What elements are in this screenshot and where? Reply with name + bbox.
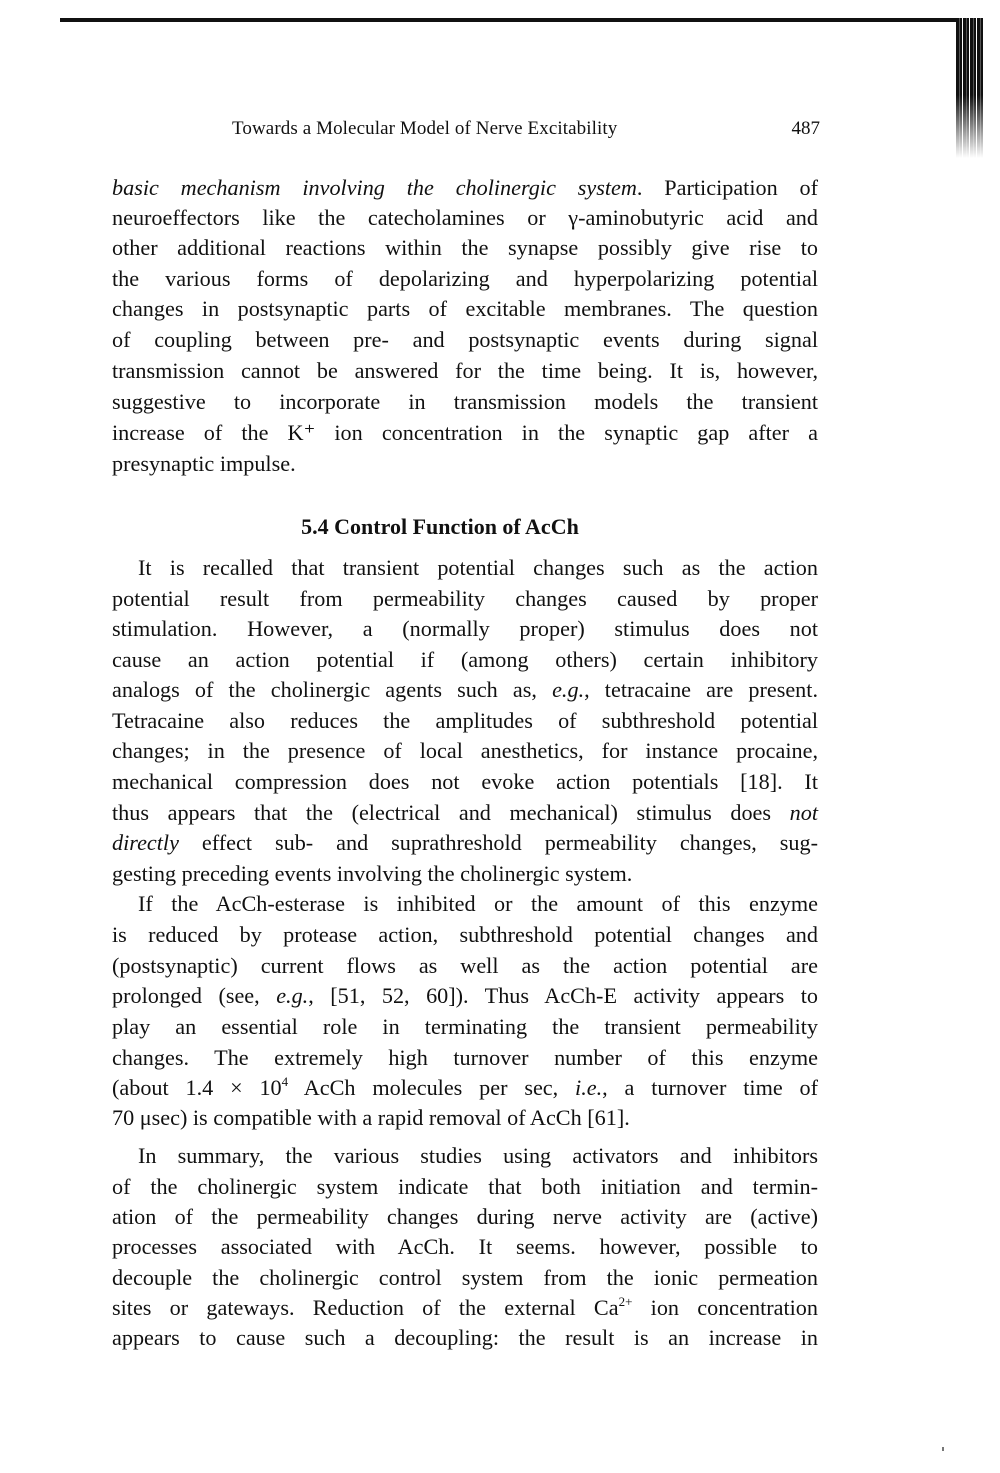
text-span: sites or gateways. Reduction of the external Ca [112,1295,619,1320]
text-line: changes. The extremely high turnover number of this enzyme [112,1045,818,1070]
text-span: (about 1.4 × 10 [112,1075,282,1100]
text-line: mechanical compression does not evoke action potentials [18]. It [112,769,818,794]
text-line: suggestive to incorporate in transmission models the transient [112,389,818,414]
text-span: analogs of the cholinergic agents such as, [112,677,553,702]
running-title: Towards a Molecular Model of Nerve Excitability [232,118,618,139]
text-line: (postsynaptic) current flows as well as the action potential are [112,953,818,978]
text-line: processes associated with AcCh. It seems. however, possible to [112,1234,818,1259]
text-span: , a turnover time of [602,1075,818,1100]
italic-phrase: not [789,800,818,825]
italic-phrase: directly [112,830,179,855]
italic-phrase: basic mechanism involving the cholinergic system [112,175,637,200]
text-line: potential result from permeability changes caused by proper [112,586,818,611]
text-line: It is recalled that transient potential changes such as the action [138,555,818,580]
text-line: neuroeffectors like the catecholamines or γ-aminobutyric acid and [112,205,818,230]
text-line [112,830,818,856]
text-line: ation of the permeability changes during nerve activity are (active) [112,1204,818,1229]
text-span: AcCh molecules per sec, [288,1075,576,1100]
text-line [112,1075,818,1101]
text-line [112,1295,818,1321]
text-line: play an essential role in terminating the transient permeability [112,1014,818,1039]
text-line: gesting preceding events involving the cholinergic system. [112,861,633,886]
superscript: 4 [281,1074,289,1089]
text-line: of the cholinergic system indicate that both initiation and termin- [112,1174,818,1199]
text-line: Tetracaine also reduces the amplitudes of subthreshold potential [112,708,818,733]
text-line [112,800,818,826]
text-span: thus appears that the (electrical and mechanical) stimulus does [112,800,790,825]
italic-phrase: e.g. [552,677,585,702]
text-span: , [51, 52, 60]). Thus AcCh-E activity appears to [308,983,818,1008]
section-number: 5.4 [301,514,329,539]
text-span: effect sub- and suprathreshold permeability changes, sug- [178,830,818,855]
text-line: cause an action potential if (among others) certain inhibitory [112,647,818,672]
italic-phrase: i.e. [575,1075,603,1100]
text-line: appears to cause such a decoupling: the result is an increase in [112,1325,818,1350]
text-line: is reduced by protease action, subthreshold potential changes and [112,922,818,947]
scan-edge-artifact [956,18,984,158]
text-span: prolonged (see, [112,983,277,1008]
italic-phrase: e.g. [276,983,309,1008]
superscript: 2+ [618,1294,633,1309]
text-span: . Participation of [636,175,819,200]
text-line [112,175,818,201]
section-title: Control Function of AcCh [334,514,579,539]
text-line: transmission cannot be answered for the time being. It is, however, [112,358,818,383]
text-line: presynaptic impulse. [112,451,296,476]
text-line: stimulation. However, a (normally proper) stimulus does not [112,616,818,641]
text-line: increase of the K⁺ ion concentration in the synaptic gap after a [112,420,818,445]
page-number: 487 [791,118,820,139]
text-line: decouple the cholinergic control system from the ionic permeation [112,1265,818,1290]
text-span: ion concentration [632,1295,818,1320]
text-line [112,983,818,1009]
scan-top-border [60,18,982,22]
text-line: the various forms of depolarizing and hyperpolarizing potential [112,266,818,291]
text-line: of coupling between pre- and postsynaptic events during signal [112,327,818,352]
text-line: other additional reactions within the synapse possibly give rise to [112,235,818,260]
text-line: In summary, the various studies using activators and inhibitors [138,1143,818,1168]
text-line: changes in postsynaptic parts of excitable membranes. The question [112,296,818,321]
text-line: changes; in the presence of local anesthetics, for instance procaine, [112,738,818,763]
section-heading [0,514,1000,540]
text-line: If the AcCh-esterase is inhibited or the amount of this enzyme [138,891,818,916]
text-line [112,677,818,703]
scan-speck [942,1447,944,1451]
text-span: , tetracaine are present. [584,677,818,702]
running-header [232,118,820,144]
text-line: 70 μsec) is compatible with a rapid removal of AcCh [61]. [112,1105,630,1130]
